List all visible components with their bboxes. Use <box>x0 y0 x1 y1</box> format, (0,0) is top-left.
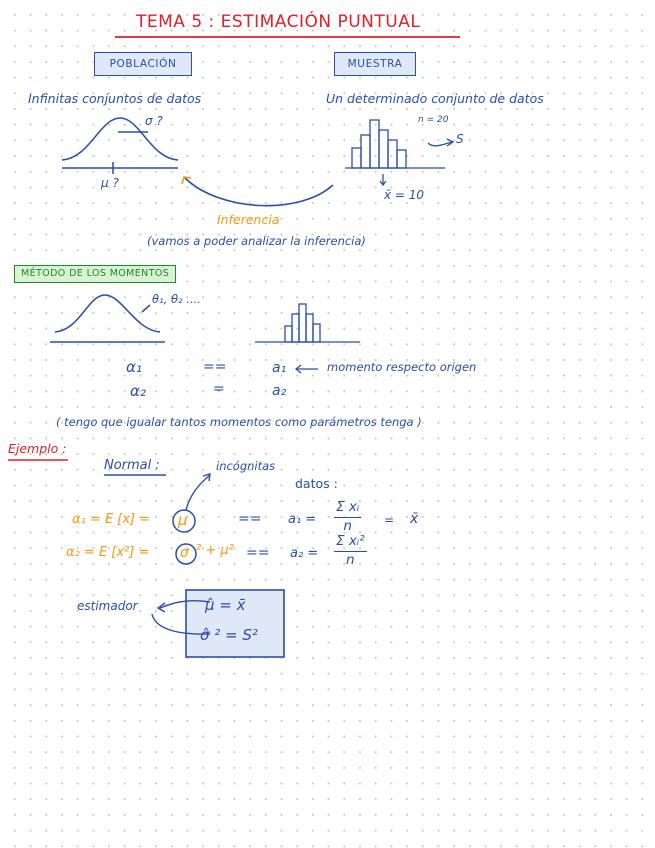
inferencia-label: Inferencia <box>217 212 280 227</box>
sample-histogram <box>345 120 453 185</box>
ejemplo-label: Ejemplo : <box>8 441 67 456</box>
mu-question: μ ? <box>101 176 119 190</box>
metodo-label: MÉTODO DE LOS MOMENTOS <box>14 265 176 283</box>
page-title: TEMA 5 : ESTIMACIÓN PUNTUAL <box>136 12 421 32</box>
inference-arrow <box>182 177 333 206</box>
alpha1-expression: α₁ = E [x] = <box>72 512 151 527</box>
a-2: a₂ <box>272 383 287 399</box>
normal-label: Normal : <box>104 458 160 473</box>
metodo-curve <box>50 295 165 342</box>
sigma-hat-estimate: σ̂ ² = S² <box>200 626 258 644</box>
incognitas-label: incógnitas <box>216 459 276 473</box>
a-1: a₁ <box>272 360 287 376</box>
mu-hat-estimate: μ̂ = x̄ <box>205 596 246 614</box>
xbar: x̄ <box>410 511 419 527</box>
row1-equals-2: = <box>384 513 395 527</box>
alpha-1: α₁ <box>126 358 142 376</box>
alpha2-tail: ² + μ² <box>196 543 234 558</box>
momento-note: momento respecto origen <box>327 360 477 374</box>
muestra-description: Un determinado conjunto de datos <box>326 91 544 106</box>
sample-mean: x̄ = 10 <box>384 188 425 202</box>
sigma-question: σ ? <box>145 114 163 128</box>
sigma-unknown: σ <box>180 545 189 561</box>
sum-xi: Σ xᵢ <box>334 501 361 518</box>
poblacion-description: Infinitas conjuntos de datos <box>28 91 202 106</box>
a2-expression: a₂ = <box>290 546 319 561</box>
muestra-label: MUESTRA <box>334 52 416 76</box>
poblacion-label: POBLACIÓN <box>94 52 192 76</box>
row2-equals: == <box>246 545 270 561</box>
sum-xi2-fraction <box>334 535 367 567</box>
incognitas-arrow <box>186 474 210 510</box>
a1-expression: a₁ = <box>288 512 317 527</box>
alpha2-expression: α₂ = E [x²] = <box>66 545 150 560</box>
mu-unknown: μ <box>178 511 188 529</box>
equals-2: = <box>213 381 225 397</box>
sum-xi2: Σ xᵢ² <box>334 535 367 552</box>
sum-xi-n: n <box>343 517 352 534</box>
row1-equals: == <box>238 511 262 527</box>
sum-xi-fraction <box>334 501 361 533</box>
inferencia-note: (vamos a poder analizar la inferencia) <box>147 234 366 248</box>
datos-label: datos : <box>295 476 338 491</box>
alpha-2: α₂ <box>130 382 146 400</box>
sum-xi2-n: n <box>346 551 355 568</box>
thetas: θ₁, θ₂ .... <box>152 292 201 306</box>
estimador-label: estimador <box>77 599 138 613</box>
equals-1: == <box>203 359 227 375</box>
sample-s: S <box>456 132 464 146</box>
momento-arrow <box>296 365 318 373</box>
momentos-rule: ( tengo que igualar tantos momentos como parámetros tenga ) <box>56 415 422 429</box>
metodo-histogram <box>255 304 360 342</box>
sample-size: n = 20 <box>418 115 449 125</box>
